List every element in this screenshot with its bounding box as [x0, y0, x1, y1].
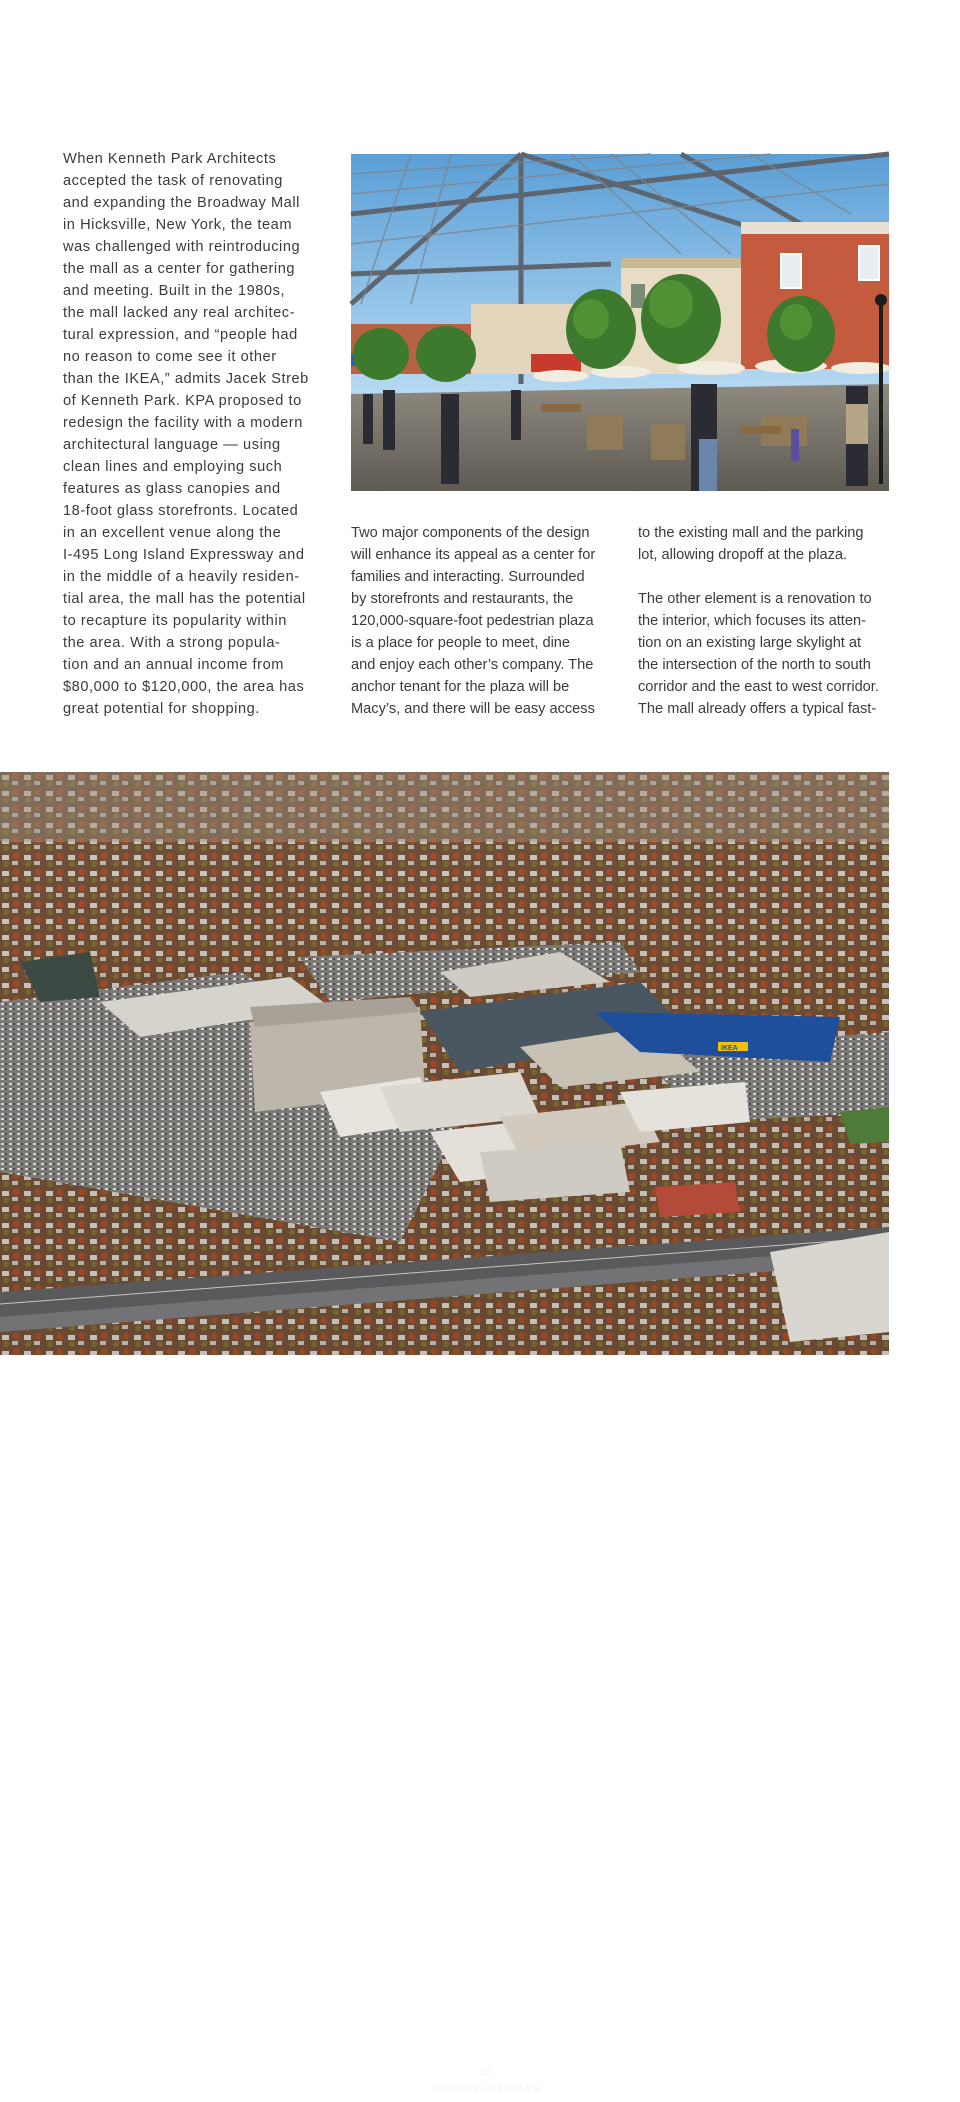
page-footer	[416, 2066, 556, 2102]
ikea-sign: IKEA	[721, 1045, 738, 1052]
article-column-3: to the existing mall and the parking lot, allowing dropoff at the plaza. The other element is a renovation to the interior, which focuses its atten- tion on an existing large skylight at the intersection of the north to south corridor and the east to west corridor. The mall already offers a typical fast-	[638, 525, 879, 717]
footer-divider	[426, 2080, 546, 2081]
aerial-photo-mall	[0, 772, 889, 2093]
page-number: 32	[479, 2067, 492, 2077]
article-column-2: Two major components of the design will enhance its appeal as a center for families and interacting. Surrounded by storefronts and restaurants, the 120,000-square-foot pedestrian plaza is a place for people to meet, dine and enjoy each other’s company. The anchor tenant for the plaza will be Macy’s, and there will be easy access	[351, 525, 596, 717]
plaza-interior-rendering	[351, 154, 889, 491]
section-name: SHOPPING CENTERS	[431, 2084, 541, 2093]
article-column-1: When Kenneth Park Architects accepted the task of renovating and expanding the Broadway Mall in Hicksville, New York, the team was challenged with reintroducing the mall as a center for gathering and meeting. Built in the 1980s, the mall lacked any real architec- tural expression, and “people had no reason to come see it other than the IKEA,” admits Jacek Streb of Kenneth Park. KPA proposed to redesign the facility with a modern architectural language — using clean lines and employing such features as glass canopies and 18-foot glass storefronts. Located in an excellent venue along the I-495 Long Island Expressway and in the middle of a heavily residen- tial area, the mall has the potential to recapture its popularity within the area. With a strong popula- tion and an annual income from $80,000 to $120,000, the area has great potential for shopping.	[63, 151, 309, 717]
